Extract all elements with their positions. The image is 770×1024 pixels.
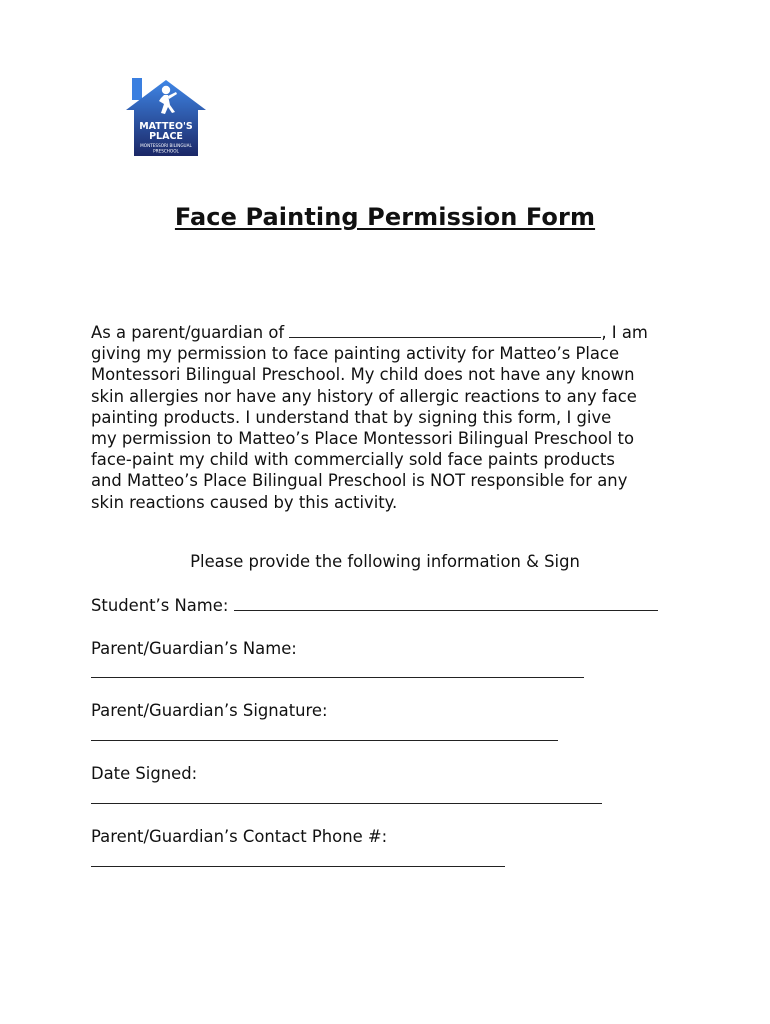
logo-text-line4: PRESCHOOL [153,148,179,154]
date-signed-label: Date Signed: [91,764,198,783]
paragraph-line-1-start: As a parent/guardian of [91,323,290,342]
paragraph-line-1-end: , I am [601,323,648,342]
paragraph-line: face-paint my child with commercially sold face paints products [91,450,615,470]
paragraph-line: skin reactions caused by this activity. [91,492,398,512]
paragraph-line: painting products. I understand that by signing this form, I give [91,407,612,427]
paragraph-line: skin allergies nor have any history of allergic reactions to any face [91,386,637,406]
guardian-name-label: Parent/Guardian’s Name: [91,639,297,658]
contact-phone-label: Parent/Guardian’s Contact Phone #: [91,827,388,846]
logo-text-line1: MATTEO'S [139,121,193,132]
guardian-signature-label: Parent/Guardian’s Signature: [91,701,328,720]
contact-phone-line[interactable] [91,866,505,867]
guardian-signature-line[interactable] [91,740,558,741]
paragraph-line: and Matteo’s Place Bilingual Preschool is NOT responsible for any [91,471,628,491]
school-logo [124,74,208,160]
student-name-label: Student’s Name: [91,596,234,615]
page-title: Face Painting Permission Form [174,203,596,231]
student-name-line[interactable] [234,594,658,611]
logo-text-line3: MONTESSORI BILINGUAL [140,143,192,148]
permission-paragraph [91,321,691,513]
paragraph-line: my permission to Matteo’s Place Montessori Bilingual Preschool to [91,429,635,449]
child-name-blank[interactable] [289,321,601,338]
date-signed-line[interactable] [91,803,602,804]
student-name-field [91,594,658,616]
instructions-heading: Please provide the following information & Sign [190,552,580,571]
paragraph-line: giving my permission to face painting activity for Matteo’s Place [91,344,620,364]
paragraph-line [91,321,691,343]
guardian-name-line[interactable] [91,677,584,678]
paragraph-line: Montessori Bilingual Preschool. My child does not have any known [91,365,635,385]
logo-text-line2: PLACE [149,131,183,142]
